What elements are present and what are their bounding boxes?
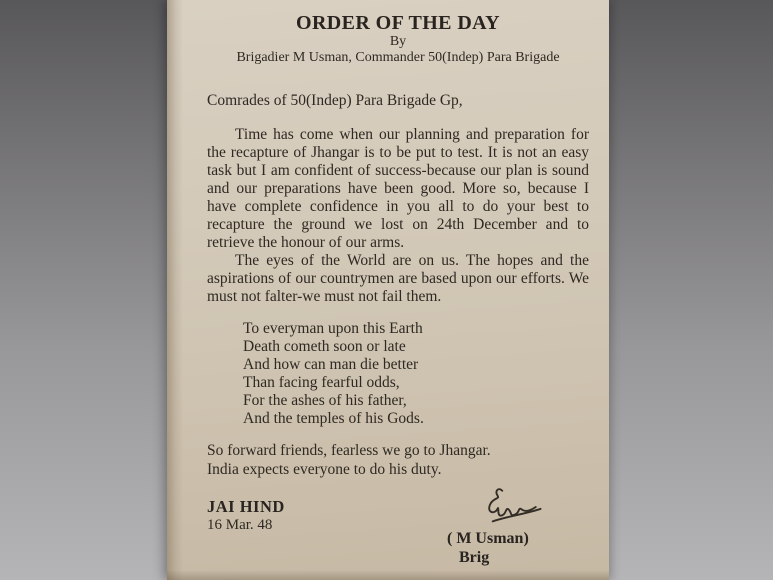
page-content bbox=[167, 0, 609, 580]
document-date: 16 Mar. 48 bbox=[207, 517, 273, 533]
signature-block bbox=[447, 485, 565, 567]
poem-line: And how can man die better bbox=[243, 356, 419, 373]
byline-label: By bbox=[389, 34, 407, 49]
document-page bbox=[167, 0, 609, 580]
poem-line: Death cometh soon or late bbox=[243, 338, 406, 355]
footer-row bbox=[207, 497, 589, 567]
closing-block bbox=[207, 442, 589, 479]
sign-off: JAI HIND bbox=[207, 497, 285, 516]
poem-line: To everyman upon this Earth bbox=[243, 320, 423, 337]
paragraph-2: The eyes of the World are on us. The hopes and the aspirations of our countrymen are based upon our efforts. We must not falter-we must not fail them. bbox=[207, 252, 589, 305]
poem-line: And the temples of his Gods. bbox=[243, 410, 424, 427]
poem-line: Than facing fearful odds, bbox=[243, 374, 400, 391]
sign-off-block bbox=[207, 497, 285, 534]
salutation: Comrades of 50(Indep) Para Brigade Gp, bbox=[207, 92, 463, 109]
signature-name: ( M Usman) bbox=[447, 530, 529, 547]
paragraph-1: Time has come when our planning and preparation for the recapture of Jhangar is to be put to test. It is not an easy task but I am confident of success-because our plan is sound and our preparations have been good. More so, because I have complete confidence in you all to do your best to recapture the ground we lost on 24th December and to retrieve the honour of our arms. bbox=[207, 126, 589, 251]
poem-block bbox=[243, 320, 589, 428]
document-title: ORDER OF THE DAY bbox=[295, 12, 501, 34]
closing-line: So forward friends, fearless we go to Jhangar. bbox=[207, 442, 491, 459]
signature-rank: Brig bbox=[459, 549, 490, 566]
signature-scribble bbox=[469, 485, 547, 529]
closing-line: India expects everyone to do his duty. bbox=[207, 460, 442, 478]
byline-author: Brigadier M Usman, Commander 50(Indep) Para Brigade bbox=[236, 50, 560, 65]
poem-line: For the ashes of his father, bbox=[243, 392, 407, 409]
